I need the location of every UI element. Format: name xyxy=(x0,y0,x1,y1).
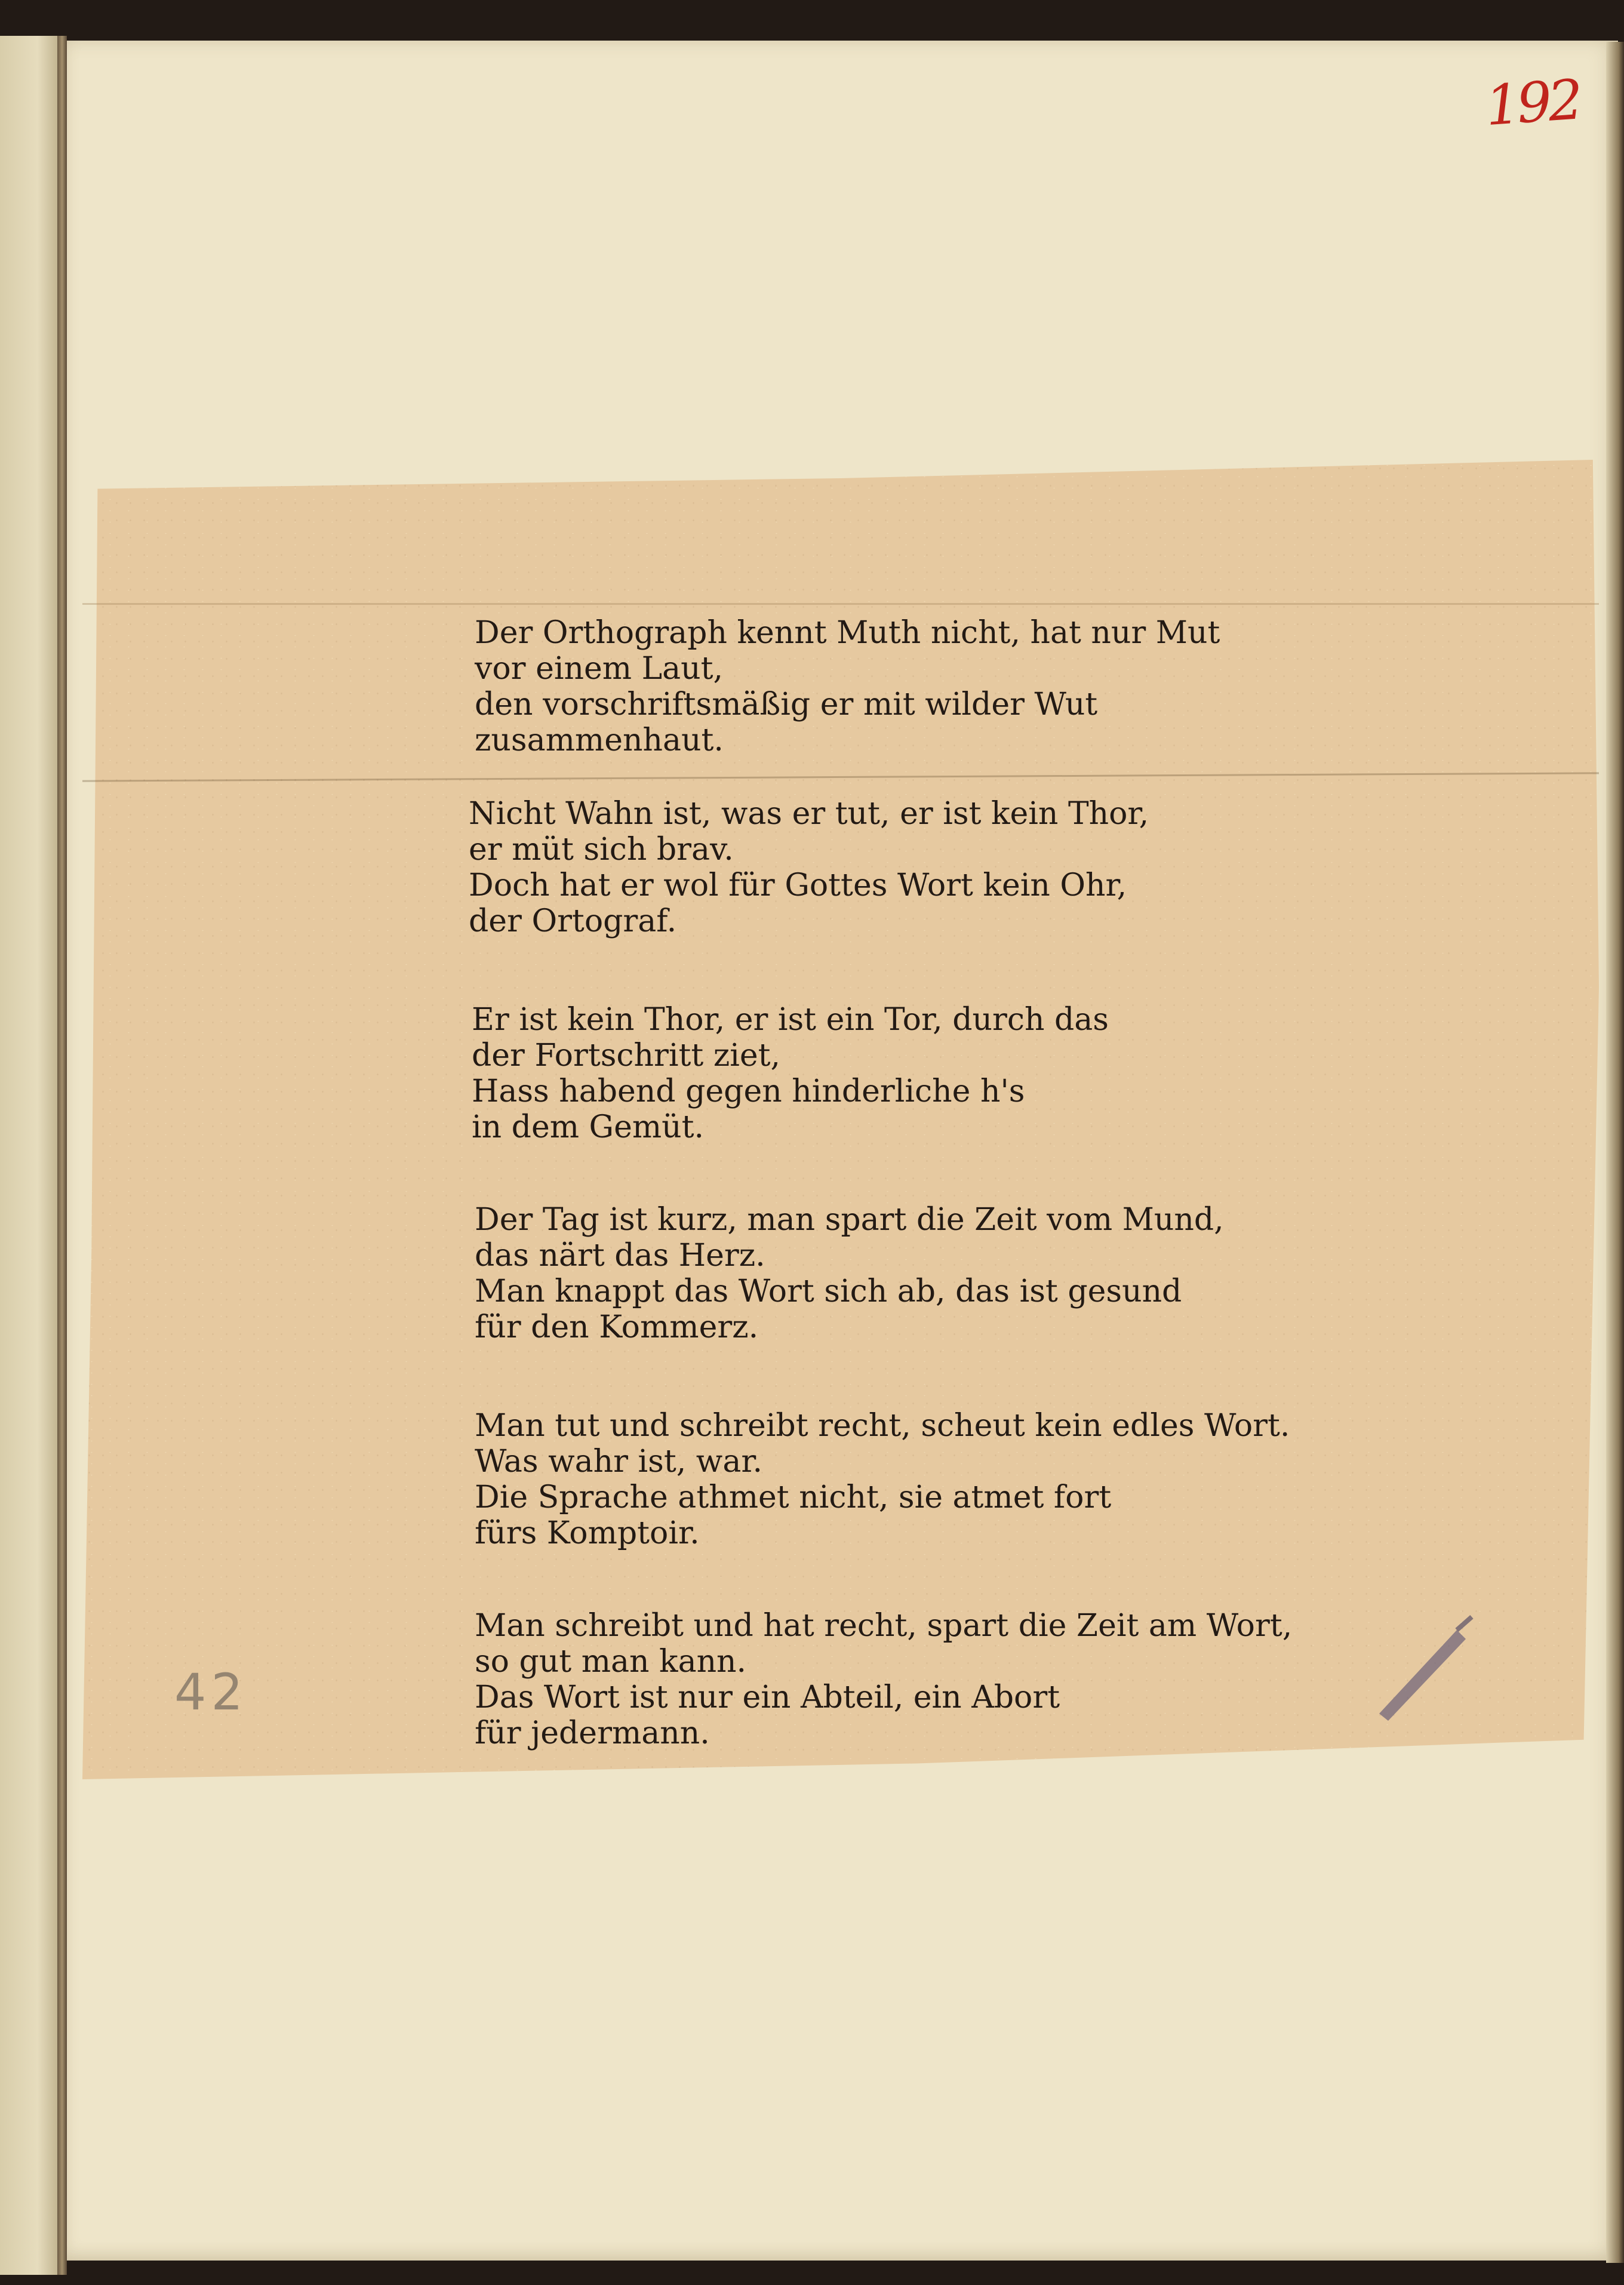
fold-line xyxy=(82,603,1599,605)
poem-stanza-3 xyxy=(472,1002,1487,1145)
poem-line: vor einem Laut, xyxy=(475,651,724,687)
pencil-scribble-mark xyxy=(1367,1612,1481,1726)
poem-line: zusammenhaut. xyxy=(475,722,724,758)
poem-line: fürs Komptoir. xyxy=(475,1515,700,1551)
poem-line: Er ist kein Thor, er ist ein Tor, durch das xyxy=(472,1002,1109,1038)
pencil-page-number: 42 xyxy=(174,1663,248,1721)
poem-stanza-6 xyxy=(475,1608,1490,1751)
poem-line: Die Sprache athmet nicht, sie atmet fort xyxy=(475,1480,1112,1515)
poem-line: Man tut und schreibt recht, scheut kein edles Wort. xyxy=(475,1408,1290,1444)
poem-line: Der Orthograph kennt Muth nicht, hat nur Mut xyxy=(475,615,1220,651)
poem-stanza-5 xyxy=(475,1408,1490,1551)
poem-line: Nicht Wahn ist, was er tut, er ist kein Thor, xyxy=(469,796,1149,832)
poem-line: das närt das Herz. xyxy=(475,1238,765,1274)
poem-line: in dem Gemüt. xyxy=(472,1109,705,1145)
poem-line: für jedermann. xyxy=(475,1715,710,1751)
poem-line: so gut man kann. xyxy=(475,1644,747,1680)
poem-line: Das Wort ist nur ein Abteil, ein Abort xyxy=(475,1680,1060,1715)
poem-line: Was wahr ist, war. xyxy=(475,1444,762,1480)
folio-number: 192 xyxy=(1483,67,1582,139)
poem-line: er müt sich brav. xyxy=(469,832,734,868)
page-right-edge xyxy=(1606,42,1624,2263)
poem-line: Man schreibt und hat recht, spart die Zeit am Wort, xyxy=(475,1608,1293,1644)
poem-line: der Fortschritt ziet, xyxy=(472,1038,781,1074)
poem-line: der Ortograf. xyxy=(469,903,677,939)
poem-line: Der Tag ist kurz, man spart die Zeit vom Mund, xyxy=(475,1202,1224,1238)
poem-stanza-1 xyxy=(475,615,1490,758)
poem-stanza-4 xyxy=(475,1202,1490,1345)
book-spine xyxy=(57,36,67,2275)
poem-line: Hass habend gegen hinderliche h's xyxy=(472,1074,1025,1109)
poem-line: den vorschriftsmäßig er mit wilder Wut xyxy=(475,687,1098,722)
left-page-edge xyxy=(0,36,63,2275)
poem-line: Doch hat er wol für Gottes Wort kein Ohr, xyxy=(469,868,1127,903)
poem-line: Man knappt das Wort sich ab, das ist gesund xyxy=(475,1274,1182,1309)
poem-line: für den Kommerz. xyxy=(475,1309,759,1345)
poem-stanza-2 xyxy=(469,796,1484,939)
